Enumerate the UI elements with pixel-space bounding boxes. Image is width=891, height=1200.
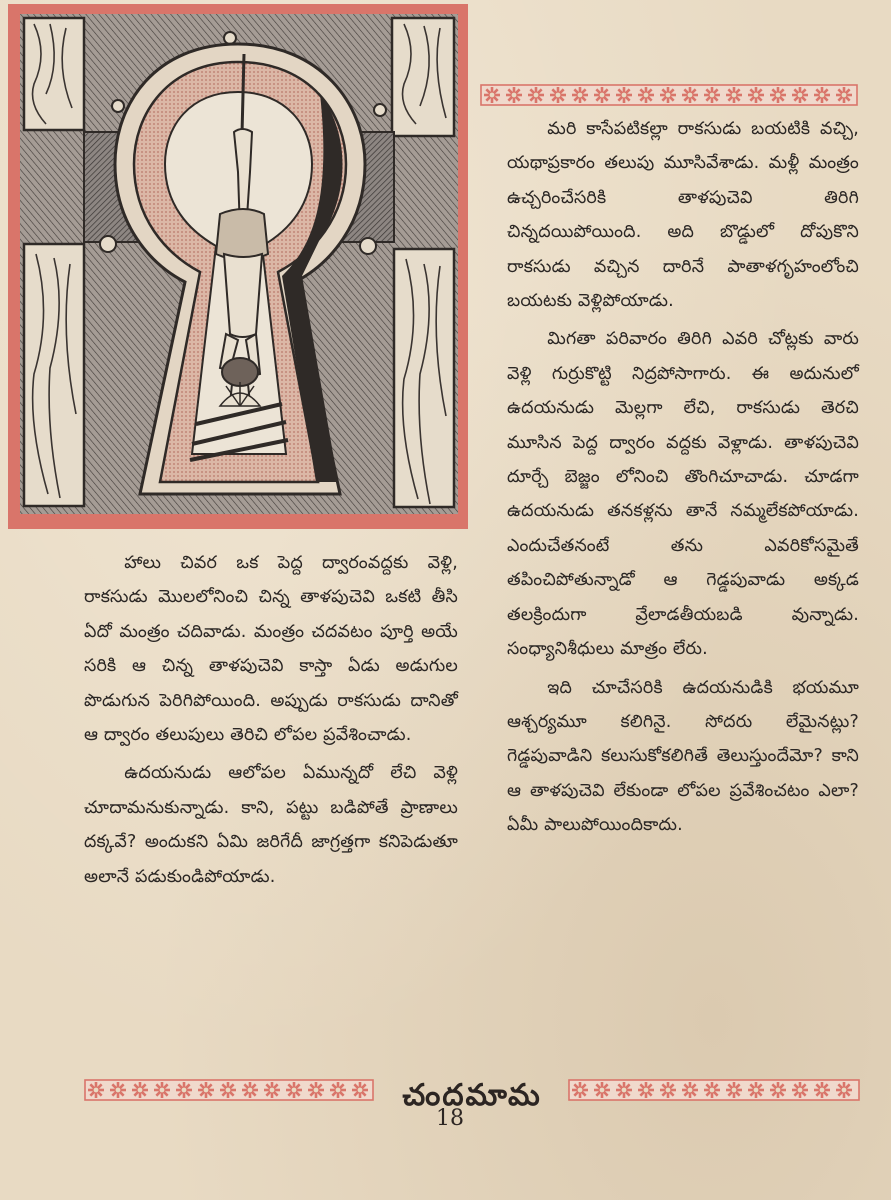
ornament-border-top — [480, 82, 858, 108]
ornament-star-icon — [242, 1082, 258, 1098]
ornament-star-icon — [660, 1082, 676, 1098]
ornament-star-icon — [308, 1082, 324, 1098]
ornament-star-icon — [176, 1082, 192, 1098]
ornament-star-icon — [814, 87, 830, 103]
keyhole-illustration — [20, 14, 458, 514]
ornament-star-icon — [550, 87, 566, 103]
ornament-star-icon — [330, 1082, 346, 1098]
ornament-star-icon — [264, 1082, 280, 1098]
ornament-border-footer-left — [84, 1077, 374, 1103]
ornament-star-icon — [704, 87, 720, 103]
paragraph: హాలు చివర ఒక పెద్ద ద్వారంవద్దకు వెళ్లి, రాకసుడు మొలలోనించి చిన్న తాళపుచెవి ఒకటి తీసి ఏదో మంత్రం చదివాడు. మంత్రం చదవటం పూర్తి అయే సరికి ఆ చిన్న తాళపుచెవి కాస్తా ఏడు అడుగుల పొడుగున పెరిగిపోయింది. అప్పుడు రాకసుడు దానితో ఆ ద్వారం తలుపులు తెరిచి లోపల ప్రవేశించాడు. — [84, 553, 458, 746]
ornament-star-icon — [682, 87, 698, 103]
ornament-star-icon — [572, 87, 588, 103]
ornament-star-icon — [792, 1082, 808, 1098]
ornament-star-icon — [682, 1082, 698, 1098]
left-column — [84, 546, 458, 894]
ornament-star-icon — [726, 87, 742, 103]
ornament-star-icon — [484, 87, 500, 103]
paragraph: మరి కాసేపటికల్లా రాకసుడు బయటికి వచ్చి, యథాప్రకారం తలుపు మూసివేశాడు. మళ్లీ మంత్రం ఉచ్చరించేసరికి తాళపుచెవి తిరిగి చిన్నదయిపోయింది. అది బొడ్డులో దోపుకొని రాకసుడు వచ్చిన దారినే పాతాళగృహంలోంచి బయటకు వెళ్లిపోయాడు. — [507, 119, 859, 312]
ornament-star-icon — [704, 1082, 720, 1098]
paragraph: ఇది చూచేసరికి ఉదయనుడికి భయమూ ఆశ్చర్యమూ కలిగినై. సోదరు లేమైనట్లు? గెడ్డపువాడిని కలుసుకోకలిగితే తెలుస్తుందేమో? కాని ఆ తాళపుచెవి లేకుండా లోపల ప్రవేశించటం ఎలా? ఏమీ పాలుపోయిందికాదు. — [507, 677, 859, 836]
ornament-star-icon — [660, 87, 676, 103]
ornament-pattern-icon — [480, 82, 858, 108]
paragraph: ఉదయనుడు ఆలోపల ఏమున్నదో లేచి వెళ్లి చూదామనుకున్నాడు. కాని, పట్టు బడిపోతే ప్రాణాలు దక్కవే? అందుకని ఏమి జరిగేదీ జాగ్రత్తగా కనిపెడుతూ అలానే పడుకుండిపోయాడు. — [84, 763, 458, 887]
ornament-star-icon — [792, 87, 808, 103]
ornament-pattern-icon — [568, 1077, 860, 1103]
magazine-title: చందమామ — [402, 1078, 542, 1113]
right-column — [507, 112, 859, 843]
ornament-star-icon — [286, 1082, 302, 1098]
ornament-star-icon — [638, 87, 654, 103]
ornament-border-footer-right — [568, 1077, 860, 1103]
ornament-star-icon — [814, 1082, 830, 1098]
ornament-star-icon — [594, 87, 610, 103]
keyhole-illustration-icon — [20, 14, 458, 514]
ornament-star-icon — [572, 1082, 588, 1098]
ornament-star-icon — [88, 1082, 104, 1098]
page-number: 18 — [436, 1106, 464, 1131]
paragraph: మిగతా పరివారం తిరిగి ఎవరి చోట్లకు వారు వెళ్లి గుర్రుకొట్టి నిద్రపోసాగారు. ఈ అదునులో ఉదయనుడు మెల్లగా లేచి, రాకసుడు తెరచి మూసిన పెద్ద ద్వారం వద్దకు వెళ్లాడు. తాళపుచెవి దూర్చే బెజ్జం లోనించి తొంగిచూచాడు. చూడగా ఉదయనుడు తనకళ్లను తానే నమ్మలేకపోయాడు. ఎందుచేతనంటే తను ఎవరికోసమైతే తపించిపోతున్నాడో ఆ గెడ్డపువాడు అక్కడ తలక్రిందుగా వ్రేలాడతీయబడి వున్నాడు. సంధ్యానిశీధులు మాత్రం లేరు. — [507, 329, 859, 660]
ornament-star-icon — [154, 1082, 170, 1098]
ornament-star-icon — [726, 1082, 742, 1098]
ornament-star-icon — [616, 1082, 632, 1098]
ornament-star-icon — [110, 1082, 126, 1098]
ornament-star-icon — [748, 87, 764, 103]
ornament-star-icon — [748, 1082, 764, 1098]
ornament-star-icon — [506, 87, 522, 103]
ornament-star-icon — [836, 87, 852, 103]
ornament-star-icon — [638, 1082, 654, 1098]
ornament-star-icon — [616, 87, 632, 103]
ornament-star-icon — [770, 1082, 786, 1098]
ornament-star-icon — [132, 1082, 148, 1098]
ornament-star-icon — [594, 1082, 610, 1098]
illustration-frame — [8, 4, 468, 529]
ornament-star-icon — [352, 1082, 368, 1098]
ornament-star-icon — [528, 87, 544, 103]
ornament-pattern-icon — [84, 1077, 374, 1103]
ornament-star-icon — [836, 1082, 852, 1098]
ornament-star-icon — [770, 87, 786, 103]
ornament-star-icon — [220, 1082, 236, 1098]
ornament-star-icon — [198, 1082, 214, 1098]
